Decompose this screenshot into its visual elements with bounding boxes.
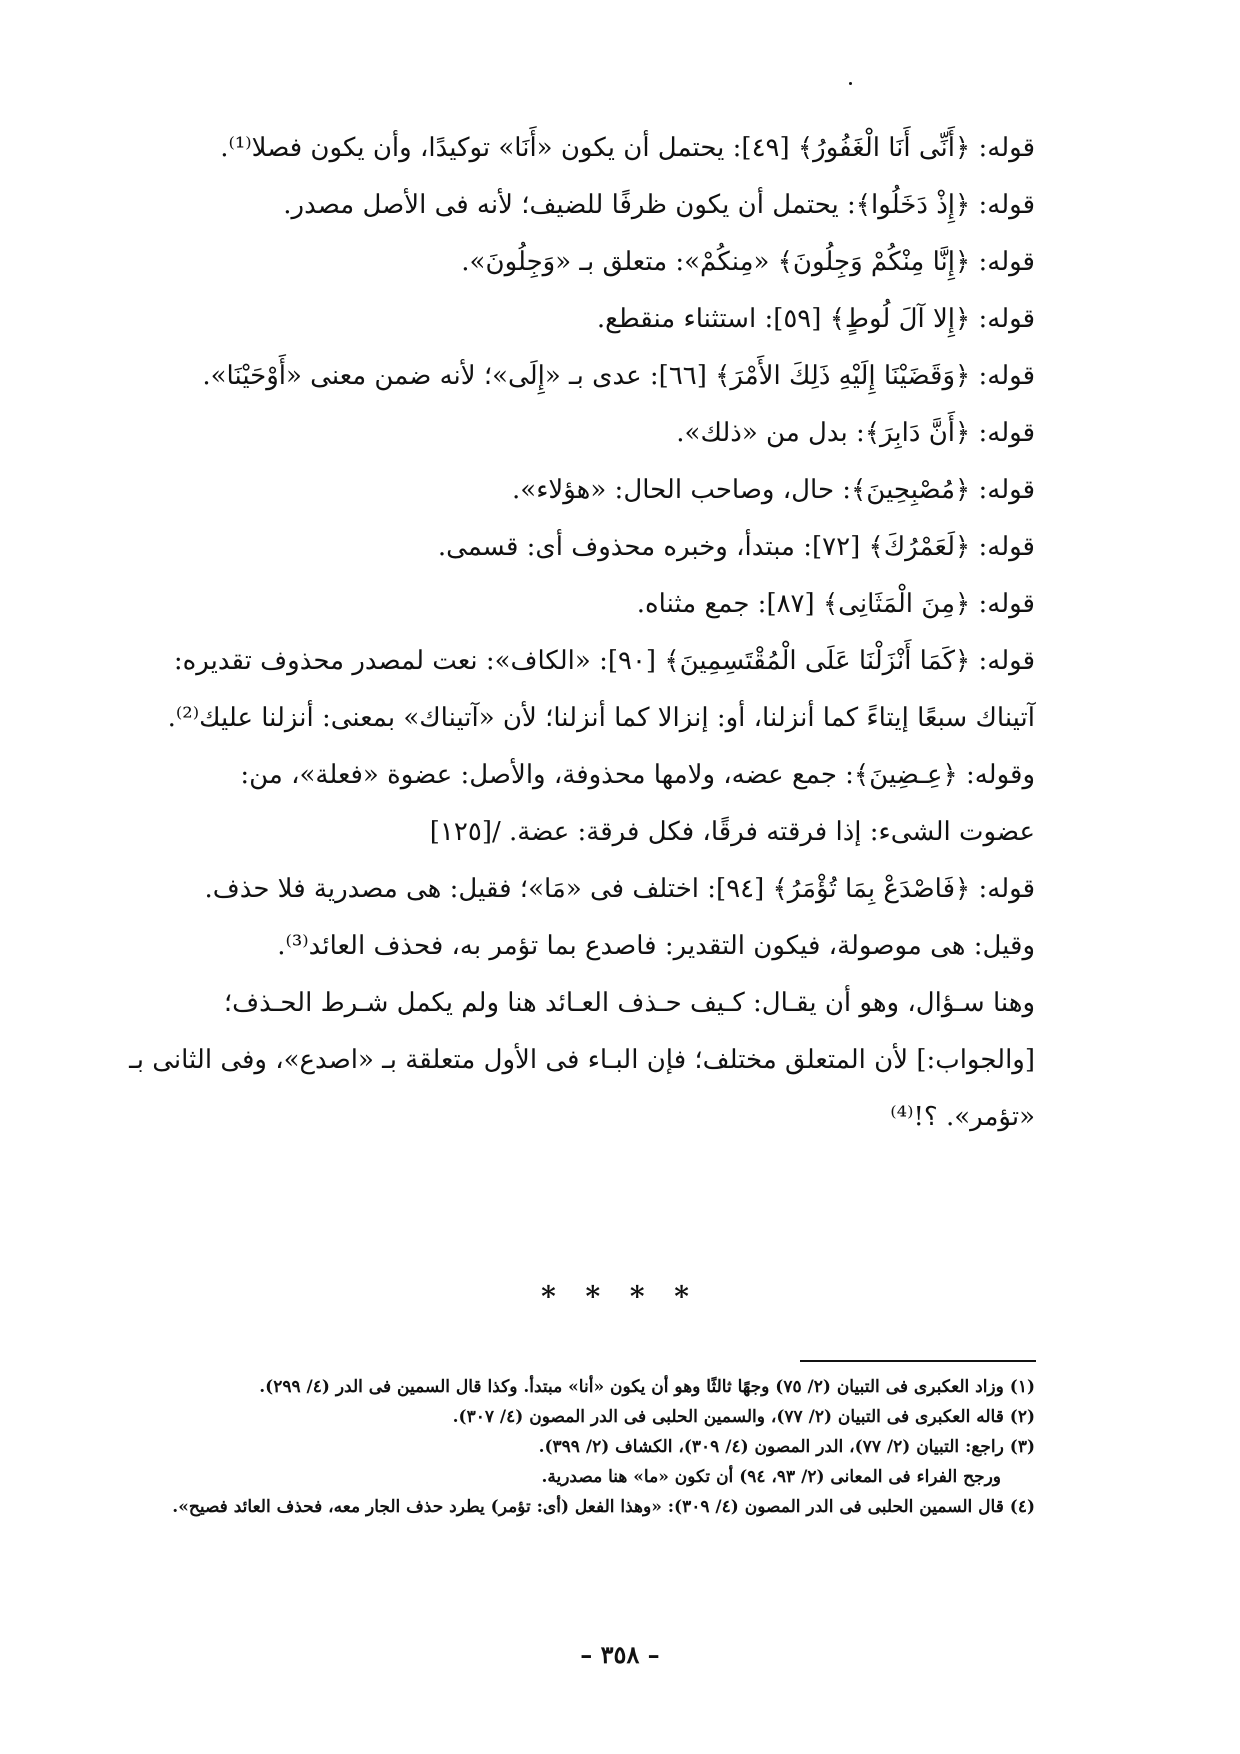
body-line: قوله: ﴿مُصْبِحِينَ﴾: حال، وصاحب الحال: «هؤلاء». (512, 475, 1035, 505)
body-line: قوله: ﴿إِنَّا مِنْكُمْ وَجِلُونَ﴾ «مِنكُمْ»: متعلق بـ «وَجِلُونَ». (461, 247, 1035, 277)
body-line: وقوله: ﴿عِـضِينَ﴾: جمع عضه، ولامها محذوفة، والأصل: عضوة «فعلة»، من: (240, 760, 1035, 790)
footnote: (٤) قال السمين الحلبى فى الدر المصون (٤/ ٣٠٩): «وهذا الفعل (أى: تؤمر) يطرد حذف الجار معه، فحذف العائد فصيح». (172, 1497, 1035, 1517)
body-line: «تؤمر». ؟!⁽⁴⁾ (890, 1102, 1035, 1132)
section-separator: * * * * (541, 1280, 699, 1313)
stray-dot-mark (849, 82, 852, 85)
body-line: قوله: ﴿مِنَ الْمَثَانِى﴾ [٨٧]: جمع مثناه. (636, 589, 1035, 619)
page-number: – ٣٥٨ – (580, 1640, 660, 1669)
footnote: (٢) قاله العكبرى فى التبيان (٢/ ٧٧)، والسمين الحلبى فى الدر المصون (٤/ ٣٠٧). (452, 1407, 1035, 1427)
footnote: (١) وزاد العكبرى فى التبيان (٢/ ٧٥) وجهًا ثالثًا وهو أن يكون «أنا» مبتدأ. وكذا قال السمين فى الدر (٤/ ٢٩٩). (259, 1377, 1035, 1397)
body-line: قوله: ﴿كَمَا أَنْزَلْنَا عَلَى الْمُقْتَسِمِينَ﴾ [٩٠]: «الكاف»: نعت لمصدر محذوف تقديره: (173, 646, 1035, 676)
body-line: عضوت الشىء: إذا فرقته فرقًا، فكل فرقة: عضة. /[١٢٥] (429, 817, 1035, 847)
body-line: قوله: ﴿إِذْ دَخَلُوا﴾: يحتمل أن يكون ظرفًا للضيف؛ لأنه فى الأصل مصدر. (283, 190, 1035, 220)
body-line: قوله: ﴿إِلا آلَ لُوطٍ﴾ [٥٩]: استثناء منقطع. (596, 304, 1035, 334)
body-line: وهنا سـؤال، وهو أن يقـال: كـيف حـذف العـائد هنا ولم يكمل شـرط الحـذف؛ (223, 988, 1035, 1018)
footnote: ورجح الفراء فى المعانى (٢/ ٩٣، ٩٤) أن تكون «ما» هنا مصدرية. (541, 1467, 1001, 1487)
body-text (129, 120, 1035, 1146)
footnotes (172, 1372, 1035, 1522)
footnote: (٣) راجع: التبيان (٢/ ٧٧)، الدر المصون (٤/ ٣٠٩)، الكشاف (٢/ ٣٩٩). (538, 1437, 1035, 1457)
body-line: [والجواب:] لأن المتعلق مختلف؛ فإن البـاء فى الأول متعلقة بـ «اصدع»، وفى الثانى بـ (129, 1045, 1035, 1075)
body-line: قوله: ﴿فَاصْدَعْ بِمَا تُؤْمَرُ﴾ [٩٤]: اختلف فى «مَا»؛ فقيل: هى مصدرية فلا حذف. (204, 874, 1035, 904)
body-line: وقيل: هى موصولة، فيكون التقدير: فاصدع بما تؤمر به، فحذف العائد⁽³⁾. (277, 931, 1035, 961)
footnote-divider (800, 1360, 1036, 1362)
body-line: قوله: ﴿أَنِّى أَنَا الْغَفُورُ﴾ [٤٩]: يحتمل أن يكون «أَنَا» توكيدًا، وأن يكون فصلا⁽¹⁾. (220, 133, 1035, 163)
body-line: قوله: ﴿أَنَّ دَابِرَ﴾: بدل من «ذلك». (676, 418, 1035, 448)
body-line: قوله: ﴿لَعَمْرُكَ﴾ [٧٢]: مبتدأ، وخبره محذوف أى: قسمى. (437, 532, 1035, 562)
body-line: قوله: ﴿وَقَضَيْنَا إِلَيْهِ ذَلِكَ الأَمْرَ﴾ [٦٦]: عدى بـ «إِلَى»؛ لأنه ضمن معنى «أَوْحَيْنَا». (202, 361, 1035, 391)
body-line: آتيناك سبعًا إيتاءً كما أنزلنا، أو: إنزالا كما أنزلنا؛ لأن «آتيناك» بمعنى: أنزلنا عليك⁽²⁾. (167, 703, 1035, 733)
